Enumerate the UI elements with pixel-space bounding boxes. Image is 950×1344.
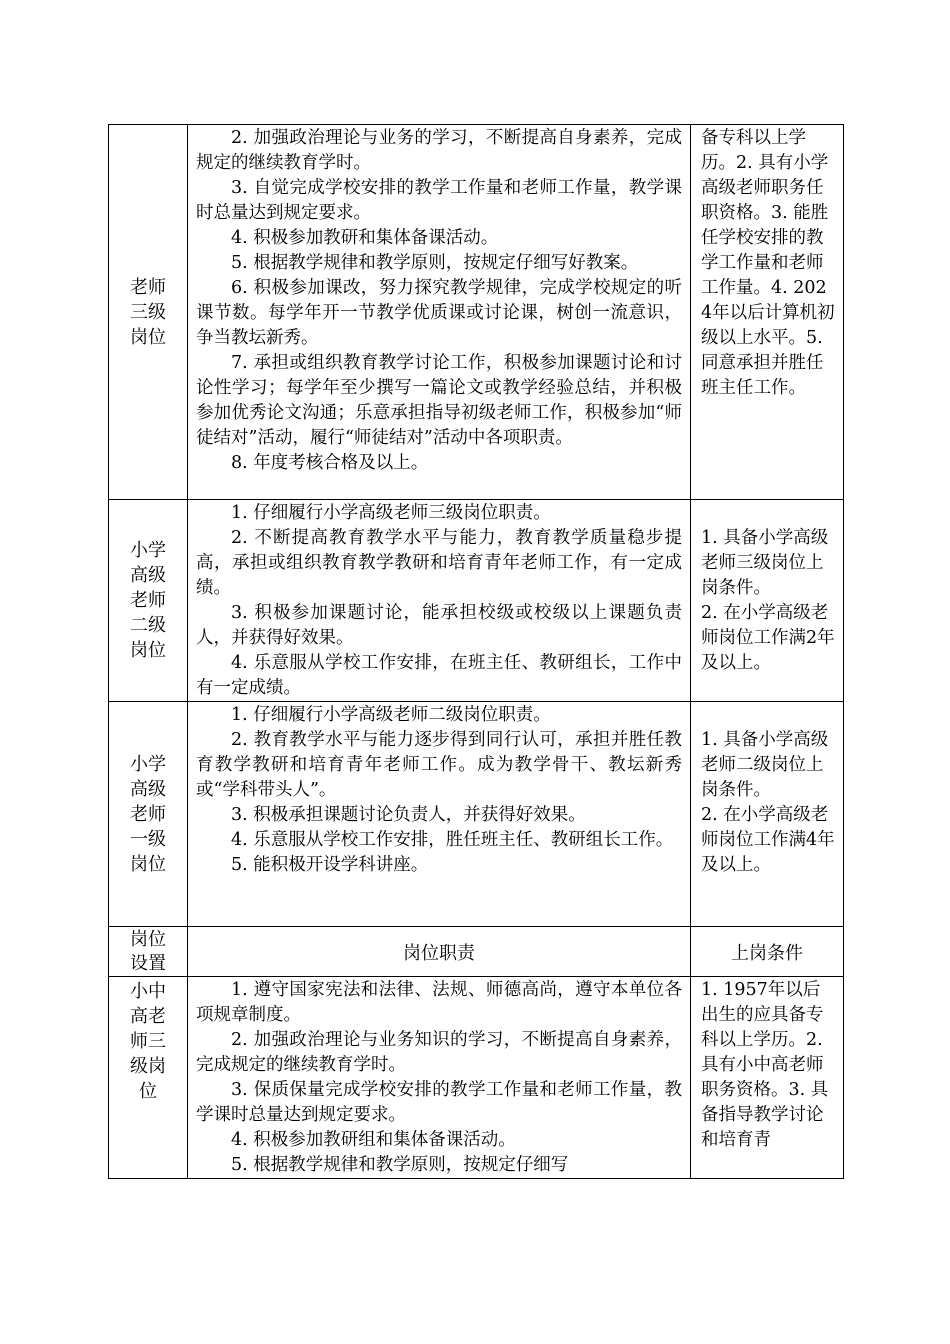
duty-item: 1. 仔细履行小学高级老师二级岗位职责。 [231,705,551,725]
duty-item: 4. 乐意服从学校工作安排，在班主任、教研组长，工作中有一定成绩。 [196,653,682,698]
position-name: 小学高级老师二级岗位 [130,540,166,661]
conditions-text: 1. 具备小学高级老师三级岗位上岗条件。 2. 在小学高级老师岗位工作满2年及以上。 [701,528,835,673]
duty-item: 5. 根据教学规律和教学原则，按规定仔细写好教案。 [231,253,639,273]
position-name: 小学高级老师一级岗位 [130,753,166,875]
header-duties: 岗位职责 [188,927,691,977]
duty-item: 6. 积极参加课改，努力探究教学规律，完成学校规定的听课节数。每学年开一节教学优质课或讨论课，树创一流意识，争当教坛新秀。 [196,278,682,348]
duty-item: 3. 积极参加课题讨论，能承担校级或校级以上课题负责人，并获得好效果。 [196,603,682,648]
table-header-row [109,927,844,977]
position-cell [109,500,188,702]
conditions-text: 备专科以上学历。2. 具有小学高级老师职务任职资格。3. 能胜任学校安排的教学工作量和老师工作量。4. 2024年以后计算机初级以上水平。5. 同意承担并胜任班主任工作。 [701,128,835,398]
position-cell [109,702,188,927]
duties-cell [188,702,691,927]
duty-item: 7. 承担或组织教育教学讨论工作，积极参加课题讨论和讨论性学习；每学年至少撰写一篇论文或教学经验总结，并积极参加优秀论文沟通；乐意承担指导初级老师工作，积极参加“师徒结对”活动，履行“师徒结对”活动中各项职责。 [196,353,682,448]
duty-item: 4. 乐意服从学校工作安排，胜任班主任、教研组长工作。 [231,830,674,850]
table-row [109,125,844,500]
duty-item: 4. 积极参加教研组和集体备课活动。 [231,1130,516,1150]
duty-item: 3. 保质保量完成学校安排的教学工作量和老师工作量，教学课时总量达到规定要求。 [196,1080,682,1125]
duty-item: 1. 仔细履行小学高级老师三级岗位职责。 [231,503,551,523]
conditions-text: 1. 1957年以后出生的应具备专科以上学历。2. 具有小中高老师职务资格。3. 具备指导教学讨论和培育青 [701,980,829,1150]
conditions-cell [691,702,844,927]
table-row [109,500,844,702]
position-cell [109,125,188,500]
duties-cell [188,977,691,1179]
duty-item: 3. 自觉完成学校安排的教学工作量和老师工作量，教学课时总量达到规定要求。 [196,178,682,223]
conditions-text: 1. 具备小学高级老师二级岗位上岗条件。 2. 在小学高级老师岗位工作满4年及以上。 [701,730,835,875]
duty-item: 5. 根据教学规律和教学原则，按规定仔细写 [231,1155,569,1175]
duty-item: 2. 加强政治理论与业务知识的学习，不断提高自身素养，完成规定的继续教育学时。 [196,1030,682,1075]
conditions-cell [691,125,844,500]
duty-item: 4. 积极参加教研和集体备课活动。 [231,228,499,248]
position-name: 小中高老师三级岗位 [130,981,166,1102]
duty-item: 2. 不断提高教育教学水平与能力，教育教学质量稳步提高，承担或组织教育教学教研和培育青年老师工作，有一定成绩。 [196,528,682,598]
position-cell [109,977,188,1179]
duty-item: 5. 能积极开设学科讲座。 [231,855,429,875]
duties-cell [188,125,691,500]
position-name: 老师三级岗位 [130,276,166,348]
position-duties-table [108,124,844,1179]
header-position: 岗位设置 [109,927,188,977]
conditions-cell [691,977,844,1179]
duty-item: 3. 积极承担课题讨论负责人，并获得好效果。 [231,805,586,825]
duties-cell [188,500,691,702]
duty-item: 2. 加强政治理论与业务的学习，不断提高自身素养，完成规定的继续教育学时。 [196,128,682,173]
duty-item: 1. 遵守国家宪法和法律、法规、师德高尚，遵守本单位各项规章制度。 [196,980,682,1025]
conditions-cell [691,500,844,702]
table-row [109,977,844,1179]
table-row [109,702,844,927]
duty-item: 8. 年度考核合格及以上。 [231,453,429,473]
header-conditions: 上岗条件 [691,927,844,977]
duty-item: 2. 教育教学水平与能力逐步得到同行认可，承担并胜任教育教学教研和培育青年老师工作。成为教学骨干、教坛新秀或“学科带头人”。 [196,730,682,800]
